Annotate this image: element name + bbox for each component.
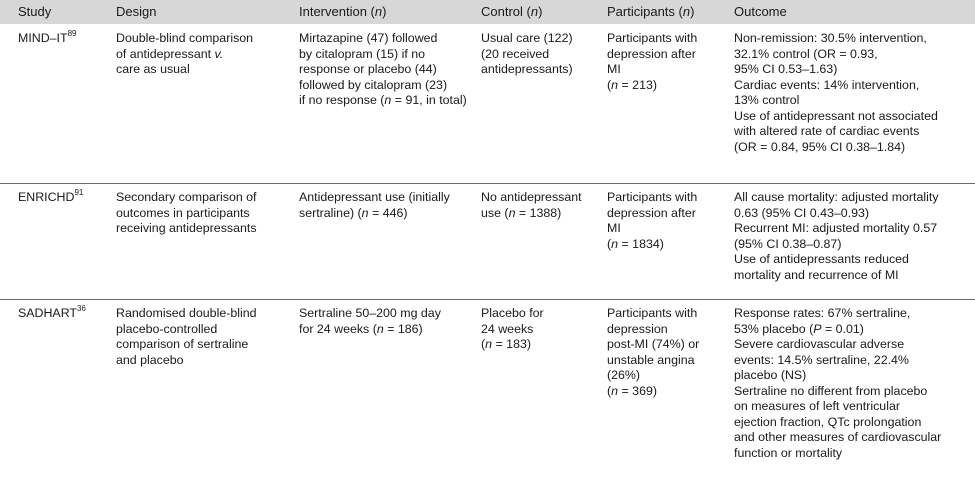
- cell-line: MI: [607, 221, 621, 236]
- header-control: Control (n): [481, 4, 543, 19]
- cell-line: unstable angina: [607, 352, 695, 367]
- cell-line: events: 14.5% sertraline, 22.4%: [734, 352, 909, 367]
- intervention-cell: [299, 306, 477, 337]
- control-cell: [481, 31, 601, 78]
- cell-line: 95% CI 0.53–1.63): [734, 62, 838, 77]
- cell-line: receiving antidepressants: [116, 221, 257, 236]
- study-cell: [18, 303, 108, 322]
- study-cell: [18, 187, 108, 206]
- cell-line: Use of antidepressants reduced: [734, 252, 909, 267]
- cell-line: (OR = 0.84, 95% CI 0.38–1.84): [734, 139, 906, 154]
- cell-line: 0.63 (95% CI 0.43–0.93): [734, 205, 870, 220]
- cell-line: Secondary comparison of: [116, 190, 257, 204]
- study-reference: 89: [67, 28, 77, 38]
- cell-line: Participants with: [607, 190, 698, 204]
- cell-line: depression after: [607, 46, 696, 61]
- header-study: Study: [18, 4, 52, 19]
- study-reference: 36: [76, 303, 86, 313]
- cell-line: Participants with: [607, 306, 698, 320]
- cell-line: sertraline) (n = 446): [299, 205, 408, 220]
- outcome-cell: [734, 31, 972, 155]
- cell-line: and other measures of cardiovascular: [734, 430, 942, 445]
- participants-cell: [607, 306, 727, 399]
- cell-line: mortality and recurrence of MI: [734, 267, 899, 282]
- cell-line: No antidepressant: [481, 190, 582, 204]
- cell-line: by citalopram (15) if no: [299, 46, 426, 61]
- cell-line: ejection fraction, QTc prolongation: [734, 414, 922, 429]
- study-name: ENRICHD$^{91}$: [18, 187, 84, 204]
- cell-line: Sertraline 50–200 mg day: [299, 306, 441, 320]
- cell-line: of antidepressant v.: [116, 46, 224, 61]
- cell-line: (n = 369): [607, 383, 657, 398]
- cell-line: Placebo for: [481, 306, 544, 320]
- participants-cell: [607, 31, 727, 93]
- cell-line: 13% control: [734, 93, 800, 108]
- control-cell: [481, 306, 601, 353]
- cell-line: Mirtazapine (47) followed: [299, 31, 438, 45]
- study-cell: [18, 28, 108, 47]
- header-intervention: Intervention (n): [299, 4, 387, 19]
- cell-line: comparison of sertraline: [116, 337, 249, 352]
- design-cell: [116, 306, 281, 368]
- table-row: [0, 300, 975, 495]
- table-row: [0, 25, 975, 183]
- cell-line: 24 weeks: [481, 321, 534, 336]
- cell-line: function or mortality: [734, 445, 843, 460]
- cell-line: Severe cardiovascular adverse: [734, 337, 905, 352]
- cell-line: Randomised double-blind: [116, 306, 257, 320]
- cell-line: use (n = 1388): [481, 205, 562, 220]
- cell-line: Double-blind comparison: [116, 31, 254, 45]
- cell-line: Non-remission: 30.5% intervention,: [734, 31, 927, 45]
- cell-line: (20 received: [481, 46, 550, 61]
- design-cell: [116, 190, 281, 237]
- control-cell: [481, 190, 601, 221]
- cell-line: Cardiac events: 14% intervention,: [734, 77, 920, 92]
- cell-line: 53% placebo (P = 0.01): [734, 321, 864, 336]
- cell-line: Response rates: 67% sertraline,: [734, 306, 911, 320]
- study-name: MIND–IT$^{89}$: [18, 28, 77, 45]
- header-outcome: Outcome: [734, 4, 787, 19]
- cell-line: placebo (NS): [734, 368, 807, 383]
- cell-line: on measures of left ventricular: [734, 399, 900, 414]
- cell-line: if no response (n = 91, in total): [299, 93, 467, 108]
- cell-line: depression: [607, 321, 668, 336]
- design-cell: [116, 31, 281, 78]
- table-header: [0, 0, 975, 24]
- cell-line: placebo-controlled: [116, 321, 218, 336]
- header-participants: Participants (n): [607, 4, 695, 19]
- cell-line: outcomes in participants: [116, 205, 250, 220]
- study-name: SADHART$^{36}$: [18, 303, 86, 320]
- cell-line: (95% CI 0.38–0.87): [734, 236, 842, 251]
- cell-line: (n = 183): [481, 337, 531, 352]
- cell-line: Usual care (122): [481, 31, 573, 45]
- cell-line: (26%): [607, 368, 641, 383]
- study-reference: 91: [74, 187, 84, 197]
- cell-line: followed by citalopram (23): [299, 77, 448, 92]
- outcome-cell: [734, 190, 972, 283]
- cell-line: Antidepressant use (initially: [299, 190, 450, 204]
- cell-line: MI: [607, 62, 621, 77]
- cell-line: Use of antidepressant not associated: [734, 108, 938, 123]
- cell-line: antidepressants): [481, 62, 573, 77]
- participants-cell: [607, 190, 727, 252]
- cell-line: Sertraline no different from placebo: [734, 383, 928, 398]
- cell-line: depression after: [607, 205, 696, 220]
- cell-line: (n = 1834): [607, 236, 664, 251]
- cell-line: 32.1% control (OR = 0.93,: [734, 46, 878, 61]
- outcome-cell: [734, 306, 972, 461]
- cell-line: and placebo: [116, 352, 184, 367]
- cell-line: post-MI (74%) or: [607, 337, 700, 352]
- cell-line: Participants with: [607, 31, 698, 45]
- intervention-cell: [299, 190, 477, 221]
- cell-line: for 24 weeks (n = 186): [299, 321, 423, 336]
- cell-line: with altered rate of cardiac events: [734, 124, 920, 139]
- cell-line: Recurrent MI: adjusted mortality 0.57: [734, 221, 938, 236]
- cell-line: All cause mortality: adjusted mortality: [734, 190, 939, 204]
- cell-line: care as usual: [116, 62, 190, 77]
- header-design: Design: [116, 4, 157, 19]
- intervention-cell: [299, 31, 477, 109]
- cell-line: response or placebo (44): [299, 62, 437, 77]
- table-row: [0, 184, 975, 299]
- cell-line: (n = 213): [607, 77, 657, 92]
